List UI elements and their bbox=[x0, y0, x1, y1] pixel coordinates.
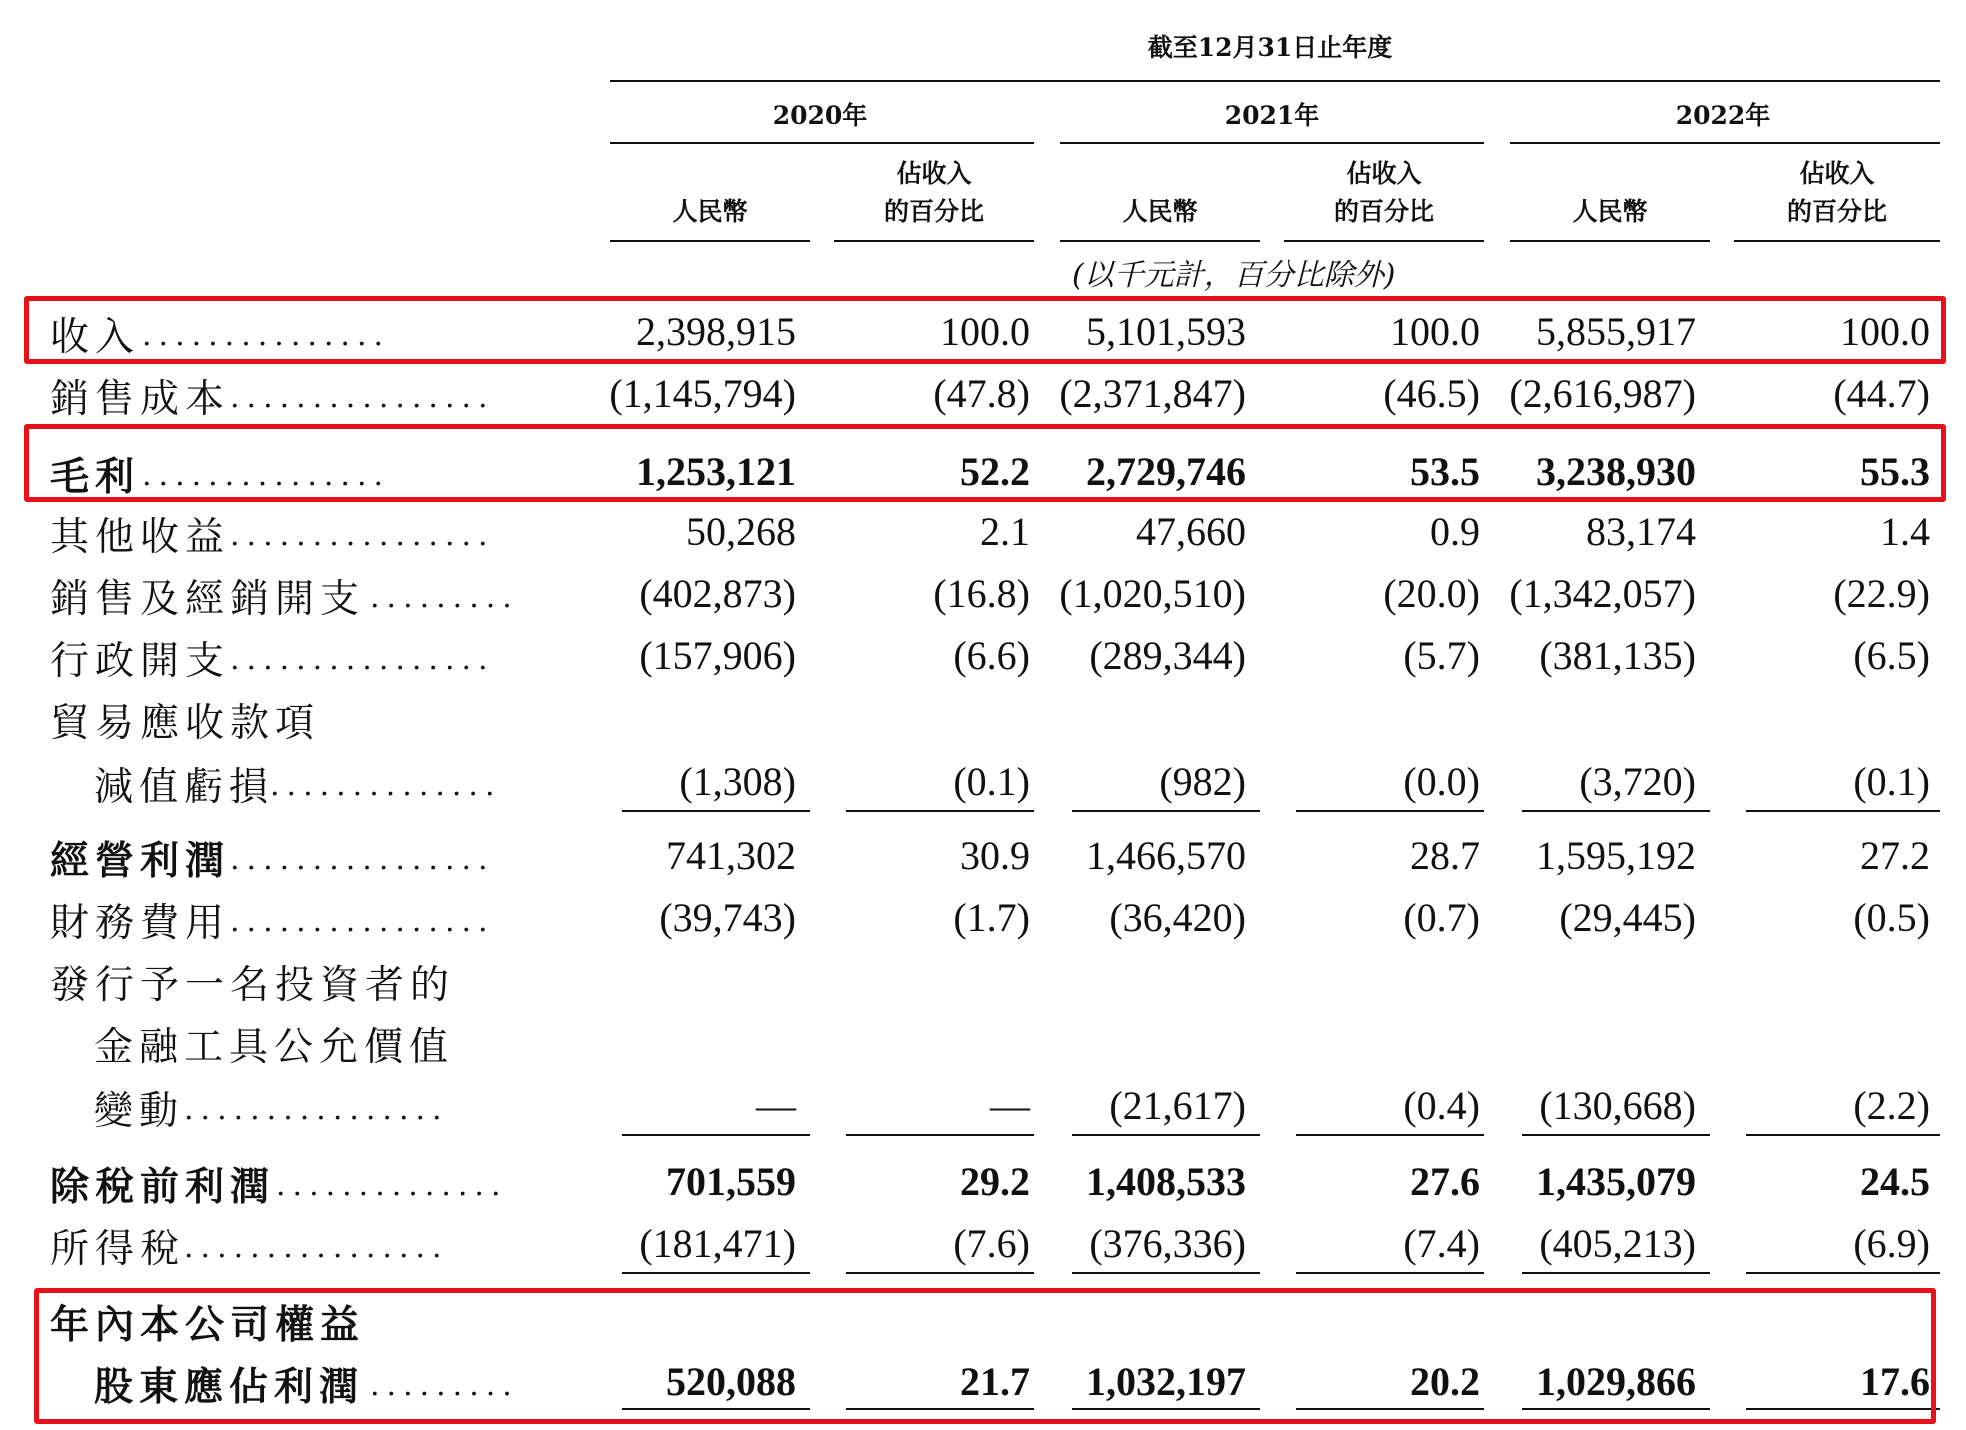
row-label-r6-label1: 貿易應收款項 bbox=[50, 701, 321, 746]
cell-r2-col4: 3,238,930 bbox=[1536, 449, 1696, 494]
row-label-r11-label: 所得稅 bbox=[50, 1227, 186, 1272]
subtotal-rule-6 bbox=[1746, 810, 1940, 812]
cell-r8-col0: (39,743) bbox=[659, 895, 796, 940]
highlight-revenue-row bbox=[24, 296, 1946, 364]
cell-r3-col1: 2.1 bbox=[980, 509, 1030, 554]
period-header: 截至12月31日止年度 bbox=[1147, 33, 1393, 62]
cell-r0-col2: 5,101,593 bbox=[1086, 309, 1246, 354]
dot-leader: ................ bbox=[184, 1230, 449, 1265]
cell-r2-col3: 53.5 bbox=[1410, 449, 1480, 494]
dot-leader: ................ bbox=[184, 1092, 449, 1127]
dot-leader: ................ bbox=[230, 518, 495, 553]
col-rmb-2021: 人民幣 bbox=[1122, 197, 1198, 226]
col-rule-1 bbox=[610, 240, 810, 242]
dot-leader: ......... bbox=[370, 1368, 519, 1403]
row-label-r2-label: 毛利 bbox=[50, 454, 141, 500]
cell-r5-col0: (157,906) bbox=[639, 633, 796, 678]
highlight-profit-attributable-row bbox=[34, 1288, 1936, 1424]
year-2020-rule bbox=[610, 142, 1034, 144]
cell-r8-col2: (36,420) bbox=[1109, 895, 1246, 940]
cell-r4-col0: (402,873) bbox=[639, 571, 796, 616]
pretax-rule-3 bbox=[1072, 1134, 1260, 1136]
subtotal-rule-2 bbox=[846, 810, 1034, 812]
cell-r4-col3: (20.0) bbox=[1383, 571, 1480, 616]
cell-r7-col3: 28.7 bbox=[1410, 833, 1480, 878]
cell-r7-col4: 1,595,192 bbox=[1536, 833, 1696, 878]
tax-rule-3 bbox=[1072, 1272, 1260, 1274]
row-label-r12-label2: 股東應佔利潤 bbox=[94, 1364, 365, 1410]
cell-r12-col4: 1,029,866 bbox=[1536, 1359, 1696, 1404]
row-label-r1-label: 銷售成本 bbox=[50, 377, 231, 422]
col-pct-2021-line2: 的百分比 bbox=[1333, 197, 1434, 226]
cell-r0-col5: 100.0 bbox=[1840, 309, 1930, 354]
year-2022-rule bbox=[1510, 142, 1940, 144]
cell-r3-col3: 0.9 bbox=[1430, 509, 1480, 554]
dot-leader: ............... bbox=[142, 318, 391, 353]
cell-r11-col3: (7.4) bbox=[1403, 1221, 1480, 1266]
row-label-r12-label1: 年內本公司權益 bbox=[50, 1302, 366, 1348]
col-pct-2022-line1: 佔收入 bbox=[1799, 159, 1875, 188]
cell-r8-col1: (1.7) bbox=[953, 895, 1030, 940]
dot-leader: ................ bbox=[230, 904, 495, 939]
cell-r9-col1: — bbox=[990, 1083, 1030, 1128]
dot-leader: ............... bbox=[142, 458, 391, 493]
cell-r2-col2: 2,729,746 bbox=[1086, 449, 1246, 494]
cell-r10-col3: 27.6 bbox=[1410, 1159, 1480, 1204]
col-rule-2 bbox=[834, 240, 1034, 242]
row-label-r3-label: 其他收益 bbox=[50, 515, 231, 560]
cell-r1-col1: (47.8) bbox=[933, 371, 1030, 416]
cell-r5-col1: (6.6) bbox=[953, 633, 1030, 678]
col-rmb-2022: 人民幣 bbox=[1572, 197, 1648, 226]
pretax-rule-5 bbox=[1522, 1134, 1710, 1136]
cell-r3-col5: 1.4 bbox=[1880, 509, 1930, 554]
cell-r10-col1: 29.2 bbox=[960, 1159, 1030, 1204]
row-label-r9-label3: 變動 bbox=[94, 1089, 185, 1134]
subtotal-rule-4 bbox=[1296, 810, 1484, 812]
dot-leader: ................ bbox=[230, 642, 495, 677]
tax-rule-5 bbox=[1522, 1272, 1710, 1274]
cell-r6-col2: (982) bbox=[1159, 759, 1246, 804]
cell-r3-col4: 83,174 bbox=[1586, 509, 1696, 554]
col-rmb-2020: 人民幣 bbox=[672, 197, 748, 226]
cell-r8-col3: (0.7) bbox=[1403, 895, 1480, 940]
year-2021-rule bbox=[1060, 142, 1484, 144]
cell-r10-col4: 1,435,079 bbox=[1536, 1159, 1696, 1204]
cell-r10-col0: 701,559 bbox=[666, 1159, 796, 1204]
subtotal-rule-5 bbox=[1522, 810, 1710, 812]
cell-r4-col1: (16.8) bbox=[933, 571, 1030, 616]
row-label-r8-label: 財務費用 bbox=[50, 901, 231, 946]
cell-r1-col4: (2,616,987) bbox=[1509, 371, 1696, 416]
dot-leader: .............. bbox=[270, 768, 502, 803]
highlight-gross-profit-row bbox=[24, 424, 1946, 502]
cell-r11-col0: (181,471) bbox=[639, 1221, 796, 1266]
cell-r1-col0: (1,145,794) bbox=[609, 371, 796, 416]
cell-r5-col5: (6.5) bbox=[1853, 633, 1930, 678]
cell-r12-col0: 520,088 bbox=[666, 1359, 796, 1404]
cell-r11-col1: (7.6) bbox=[953, 1221, 1030, 1266]
row-label-r9-label2: 金融工具公允價值 bbox=[94, 1025, 455, 1070]
cell-r4-col2: (1,020,510) bbox=[1059, 571, 1246, 616]
cell-r8-col5: (0.5) bbox=[1853, 895, 1930, 940]
col-rule-4 bbox=[1284, 240, 1484, 242]
cell-r6-col1: (0.1) bbox=[953, 759, 1030, 804]
cell-r4-col4: (1,342,057) bbox=[1509, 571, 1696, 616]
row-label-r9-label1: 發行予一名投資者的 bbox=[50, 963, 456, 1008]
cell-r0-col4: 5,855,917 bbox=[1536, 309, 1696, 354]
cell-r6-col5: (0.1) bbox=[1853, 759, 1930, 804]
dot-leader: .............. bbox=[276, 1168, 508, 1203]
cell-r0-col1: 100.0 bbox=[940, 309, 1030, 354]
cell-r3-col0: 50,268 bbox=[686, 509, 796, 554]
cell-r0-col3: 100.0 bbox=[1390, 309, 1480, 354]
unit-note: (以千元計，百分比除外) bbox=[1072, 258, 1396, 293]
cell-r12-col1: 21.7 bbox=[960, 1359, 1030, 1404]
dot-leader: ......... bbox=[370, 580, 519, 615]
col-rule-6 bbox=[1734, 240, 1940, 242]
cell-r11-col5: (6.9) bbox=[1853, 1221, 1930, 1266]
tax-rule-2 bbox=[846, 1272, 1034, 1274]
cell-r5-col3: (5.7) bbox=[1403, 633, 1480, 678]
subtotal-rule-3 bbox=[1072, 810, 1260, 812]
cell-r8-col4: (29,445) bbox=[1559, 895, 1696, 940]
cell-r5-col4: (381,135) bbox=[1539, 633, 1696, 678]
col-rule-5 bbox=[1510, 240, 1710, 242]
cell-r9-col0: — bbox=[756, 1083, 796, 1128]
cell-r10-col5: 24.5 bbox=[1860, 1159, 1930, 1204]
cell-r6-col4: (3,720) bbox=[1579, 759, 1696, 804]
col-pct-2022-line2: 的百分比 bbox=[1786, 197, 1887, 226]
row-label-r4-label: 銷售及經銷開支 bbox=[50, 577, 366, 622]
tax-rule-1 bbox=[622, 1272, 810, 1274]
cell-r1-col5: (44.7) bbox=[1833, 371, 1930, 416]
col-pct-2021-line1: 佔收入 bbox=[1346, 159, 1422, 188]
row-label-r5-label: 行政開支 bbox=[50, 639, 231, 684]
cell-r7-col2: 1,466,570 bbox=[1086, 833, 1246, 878]
cell-r2-col5: 55.3 bbox=[1860, 449, 1930, 494]
cell-r9-col4: (130,668) bbox=[1539, 1083, 1696, 1128]
header-rule bbox=[610, 80, 1940, 82]
cell-r6-col0: (1,308) bbox=[679, 759, 796, 804]
pretax-rule-6 bbox=[1746, 1134, 1940, 1136]
cell-r10-col2: 1,408,533 bbox=[1086, 1159, 1246, 1204]
year-2022-header: 2022年 bbox=[1675, 101, 1771, 130]
cell-r4-col5: (22.9) bbox=[1833, 571, 1930, 616]
year-2020-header: 2020年 bbox=[772, 101, 868, 130]
cell-r1-col3: (46.5) bbox=[1383, 371, 1480, 416]
cell-r7-col1: 30.9 bbox=[960, 833, 1030, 878]
cell-r12-col2: 1,032,197 bbox=[1086, 1359, 1246, 1404]
cell-r7-col0: 741,302 bbox=[666, 833, 796, 878]
col-rule-3 bbox=[1060, 240, 1260, 242]
tax-rule-4 bbox=[1296, 1272, 1484, 1274]
cell-r5-col2: (289,344) bbox=[1089, 633, 1246, 678]
cell-r12-col5: 17.6 bbox=[1860, 1359, 1930, 1404]
cell-r2-col0: 1,253,121 bbox=[636, 449, 796, 494]
pretax-rule-4 bbox=[1296, 1134, 1484, 1136]
cell-r2-col1: 52.2 bbox=[960, 449, 1030, 494]
year-2021-header: 2021年 bbox=[1224, 101, 1320, 130]
cell-r9-col3: (0.4) bbox=[1403, 1083, 1480, 1128]
col-pct-2020-line2: 的百分比 bbox=[883, 197, 984, 226]
cell-r11-col4: (405,213) bbox=[1539, 1221, 1696, 1266]
row-label-r10-label: 除稅前利潤 bbox=[50, 1164, 276, 1210]
pretax-rule-1 bbox=[622, 1134, 810, 1136]
cell-r6-col3: (0.0) bbox=[1403, 759, 1480, 804]
cell-r12-col3: 20.2 bbox=[1410, 1359, 1480, 1404]
cell-r3-col2: 47,660 bbox=[1136, 509, 1246, 554]
cell-r9-col5: (2.2) bbox=[1853, 1083, 1930, 1128]
row-label-r0-label: 收入 bbox=[50, 315, 141, 360]
dot-leader: ................ bbox=[230, 380, 495, 415]
cell-r1-col2: (2,371,847) bbox=[1059, 371, 1246, 416]
col-pct-2020-line1: 佔收入 bbox=[896, 159, 972, 188]
row-label-r6-label2: 減值虧損 bbox=[94, 765, 275, 810]
dot-leader: ................ bbox=[230, 842, 495, 877]
cell-r11-col2: (376,336) bbox=[1089, 1221, 1246, 1266]
subtotal-rule-1 bbox=[622, 810, 810, 812]
cell-r0-col0: 2,398,915 bbox=[636, 309, 796, 354]
tax-rule-6 bbox=[1746, 1272, 1940, 1274]
pretax-rule-2 bbox=[846, 1134, 1034, 1136]
cell-r7-col5: 27.2 bbox=[1860, 833, 1930, 878]
cell-r9-col2: (21,617) bbox=[1109, 1083, 1246, 1128]
row-label-r7-label: 經營利潤 bbox=[50, 838, 231, 884]
